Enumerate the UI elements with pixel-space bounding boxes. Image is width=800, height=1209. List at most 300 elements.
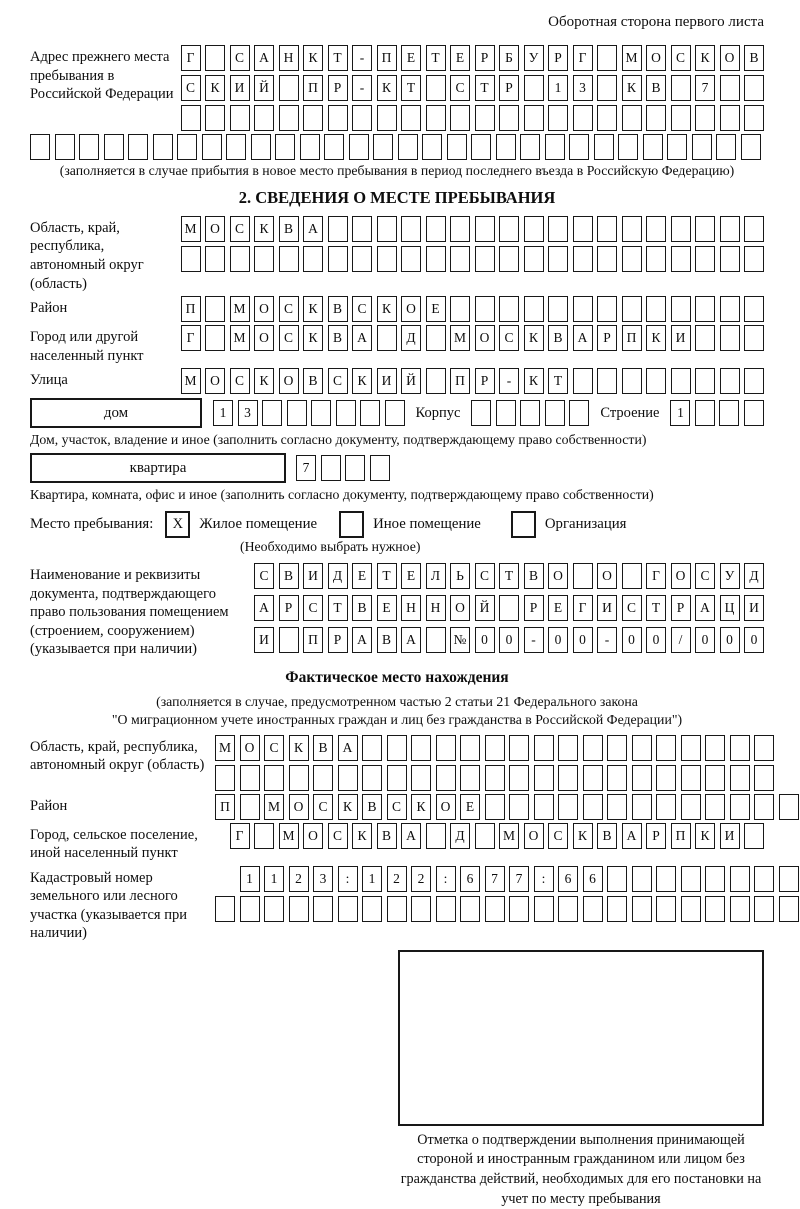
char-cell[interactable] <box>730 866 750 892</box>
char-cell[interactable] <box>583 794 603 820</box>
char-cell[interactable]: А <box>352 627 372 653</box>
char-cell[interactable] <box>632 866 652 892</box>
char-cell[interactable]: С <box>352 296 372 322</box>
char-cell[interactable] <box>499 246 519 272</box>
char-cell[interactable]: Т <box>401 75 421 101</box>
char-cell[interactable]: 7 <box>695 75 715 101</box>
char-cell[interactable]: Т <box>426 45 446 71</box>
char-cell[interactable]: Г <box>181 45 201 71</box>
char-cell[interactable]: Г <box>181 325 201 351</box>
char-cell[interactable]: Р <box>524 595 544 621</box>
confirmation-stamp-box[interactable] <box>398 950 764 1126</box>
char-cell[interactable]: О <box>254 296 274 322</box>
char-cell[interactable] <box>289 896 309 922</box>
char-cell[interactable] <box>695 400 715 426</box>
char-cell[interactable] <box>275 134 295 160</box>
char-cell[interactable] <box>279 246 299 272</box>
char-cell[interactable] <box>548 296 568 322</box>
char-cell[interactable] <box>509 896 529 922</box>
char-cell[interactable] <box>730 896 750 922</box>
char-cell[interactable] <box>607 794 627 820</box>
char-cell[interactable] <box>744 216 764 242</box>
char-cell[interactable] <box>460 735 480 761</box>
char-cell[interactable]: Т <box>548 368 568 394</box>
char-cell[interactable]: С <box>548 823 568 849</box>
char-cell[interactable] <box>362 765 382 791</box>
char-cell[interactable]: Т <box>328 45 348 71</box>
char-cell[interactable]: М <box>230 325 250 351</box>
char-cell[interactable] <box>681 765 701 791</box>
char-cell[interactable] <box>181 105 201 131</box>
char-cell[interactable] <box>324 134 344 160</box>
char-cell[interactable] <box>426 627 446 653</box>
char-cell[interactable]: В <box>279 216 299 242</box>
char-cell[interactable]: Р <box>646 823 666 849</box>
char-cell[interactable]: М <box>215 735 235 761</box>
document-row-1[interactable] <box>254 563 764 589</box>
char-cell[interactable] <box>720 75 740 101</box>
char-cell[interactable] <box>534 735 554 761</box>
char-cell[interactable]: Г <box>646 563 666 589</box>
char-cell[interactable]: С <box>279 325 299 351</box>
char-cell[interactable]: С <box>328 368 348 394</box>
char-cell[interactable] <box>744 400 764 426</box>
char-cell[interactable]: С <box>387 794 407 820</box>
char-cell[interactable] <box>632 896 652 922</box>
char-cell[interactable] <box>485 765 505 791</box>
char-cell[interactable]: А <box>401 627 421 653</box>
char-cell[interactable]: С <box>499 325 519 351</box>
char-cell[interactable]: У <box>524 45 544 71</box>
factual-region-row-2[interactable] <box>215 765 774 791</box>
char-cell[interactable] <box>720 246 740 272</box>
char-cell[interactable]: Т <box>646 595 666 621</box>
char-cell[interactable]: С <box>230 216 250 242</box>
char-cell[interactable]: В <box>328 325 348 351</box>
char-cell[interactable] <box>447 134 467 160</box>
char-cell[interactable]: Д <box>328 563 348 589</box>
char-cell[interactable]: : <box>436 866 456 892</box>
char-cell[interactable]: К <box>524 325 544 351</box>
char-cell[interactable]: П <box>377 45 397 71</box>
char-cell[interactable]: 0 <box>622 627 642 653</box>
city-row[interactable] <box>181 325 765 351</box>
char-cell[interactable] <box>716 134 736 160</box>
char-cell[interactable]: В <box>313 735 333 761</box>
char-cell[interactable]: 7 <box>296 455 316 481</box>
char-cell[interactable]: 1 <box>362 866 382 892</box>
char-cell[interactable] <box>656 896 676 922</box>
char-cell[interactable] <box>671 368 691 394</box>
char-cell[interactable] <box>622 368 642 394</box>
char-cell[interactable] <box>230 105 250 131</box>
char-cell[interactable] <box>362 896 382 922</box>
char-cell[interactable] <box>377 105 397 131</box>
char-cell[interactable] <box>373 134 393 160</box>
char-cell[interactable]: 1 <box>548 75 568 101</box>
char-cell[interactable] <box>524 296 544 322</box>
char-cell[interactable] <box>289 765 309 791</box>
char-cell[interactable]: К <box>411 794 431 820</box>
char-cell[interactable] <box>534 765 554 791</box>
char-cell[interactable] <box>264 896 284 922</box>
char-cell[interactable]: А <box>254 45 274 71</box>
char-cell[interactable] <box>202 134 222 160</box>
char-cell[interactable]: Й <box>475 595 495 621</box>
cadastre-row-1[interactable] <box>240 866 799 892</box>
char-cell[interactable] <box>153 134 173 160</box>
char-cell[interactable] <box>671 105 691 131</box>
char-cell[interactable] <box>401 105 421 131</box>
char-cell[interactable] <box>643 134 663 160</box>
char-cell[interactable]: Е <box>377 595 397 621</box>
char-cell[interactable] <box>597 216 617 242</box>
char-cell[interactable] <box>597 105 617 131</box>
char-cell[interactable] <box>597 246 617 272</box>
char-cell[interactable]: - <box>352 45 372 71</box>
char-cell[interactable] <box>262 400 282 426</box>
char-cell[interactable] <box>181 246 201 272</box>
char-cell[interactable]: 0 <box>720 627 740 653</box>
char-cell[interactable] <box>573 296 593 322</box>
char-cell[interactable] <box>695 296 715 322</box>
char-cell[interactable] <box>426 216 446 242</box>
char-cell[interactable] <box>352 216 372 242</box>
region-row-1[interactable] <box>181 216 765 242</box>
char-cell[interactable] <box>422 134 442 160</box>
char-cell[interactable] <box>695 368 715 394</box>
char-cell[interactable] <box>545 400 565 426</box>
char-cell[interactable]: А <box>338 735 358 761</box>
char-cell[interactable] <box>558 735 578 761</box>
char-cell[interactable] <box>646 216 666 242</box>
stroenie-cells[interactable] <box>670 400 764 426</box>
char-cell[interactable]: В <box>352 595 372 621</box>
char-cell[interactable]: - <box>499 368 519 394</box>
char-cell[interactable] <box>681 794 701 820</box>
char-cell[interactable] <box>754 794 774 820</box>
char-cell[interactable]: : <box>338 866 358 892</box>
char-cell[interactable]: Р <box>597 325 617 351</box>
char-cell[interactable]: С <box>313 794 333 820</box>
char-cell[interactable] <box>744 325 764 351</box>
char-cell[interactable]: К <box>254 368 274 394</box>
char-cell[interactable] <box>426 105 446 131</box>
char-cell[interactable] <box>597 45 617 71</box>
char-cell[interactable] <box>426 325 446 351</box>
char-cell[interactable] <box>387 765 407 791</box>
char-cell[interactable]: О <box>475 325 495 351</box>
char-cell[interactable] <box>30 134 50 160</box>
char-cell[interactable] <box>695 246 715 272</box>
char-cell[interactable]: 0 <box>499 627 519 653</box>
char-cell[interactable]: Д <box>401 325 421 351</box>
char-cell[interactable] <box>328 246 348 272</box>
char-cell[interactable] <box>744 246 764 272</box>
char-cell[interactable]: Е <box>450 45 470 71</box>
char-cell[interactable] <box>377 216 397 242</box>
char-cell[interactable] <box>401 246 421 272</box>
char-cell[interactable]: Е <box>401 45 421 71</box>
char-cell[interactable]: О <box>289 794 309 820</box>
char-cell[interactable] <box>450 216 470 242</box>
char-cell[interactable] <box>754 896 774 922</box>
char-cell[interactable] <box>370 455 390 481</box>
char-cell[interactable]: М <box>264 794 284 820</box>
char-cell[interactable] <box>681 866 701 892</box>
char-cell[interactable]: К <box>695 823 715 849</box>
char-cell[interactable] <box>303 246 323 272</box>
char-cell[interactable] <box>313 765 333 791</box>
char-cell[interactable] <box>730 794 750 820</box>
char-cell[interactable] <box>695 216 715 242</box>
char-cell[interactable] <box>496 400 516 426</box>
char-cell[interactable] <box>128 134 148 160</box>
char-cell[interactable]: А <box>352 325 372 351</box>
char-cell[interactable] <box>656 794 676 820</box>
char-cell[interactable] <box>450 296 470 322</box>
char-cell[interactable] <box>352 105 372 131</box>
char-cell[interactable] <box>450 246 470 272</box>
char-cell[interactable] <box>671 246 691 272</box>
char-cell[interactable] <box>279 75 299 101</box>
char-cell[interactable] <box>607 896 627 922</box>
char-cell[interactable]: И <box>377 368 397 394</box>
char-cell[interactable] <box>573 563 593 589</box>
char-cell[interactable]: М <box>230 296 250 322</box>
char-cell[interactable] <box>594 134 614 160</box>
char-cell[interactable] <box>667 134 687 160</box>
char-cell[interactable]: У <box>720 563 740 589</box>
char-cell[interactable] <box>254 823 274 849</box>
char-cell[interactable] <box>573 368 593 394</box>
char-cell[interactable]: С <box>303 595 323 621</box>
char-cell[interactable]: И <box>597 595 617 621</box>
char-cell[interactable]: 3 <box>573 75 593 101</box>
char-cell[interactable]: Р <box>499 75 519 101</box>
char-cell[interactable]: В <box>328 296 348 322</box>
char-cell[interactable] <box>520 134 540 160</box>
char-cell[interactable]: Й <box>401 368 421 394</box>
char-cell[interactable] <box>79 134 99 160</box>
char-cell[interactable]: С <box>671 45 691 71</box>
char-cell[interactable]: М <box>181 368 201 394</box>
char-cell[interactable]: К <box>622 75 642 101</box>
char-cell[interactable]: 1 <box>670 400 690 426</box>
char-cell[interactable]: В <box>377 627 397 653</box>
char-cell[interactable] <box>240 765 260 791</box>
stay-type-checkbox-residential[interactable]: X <box>165 511 190 538</box>
char-cell[interactable] <box>583 735 603 761</box>
char-cell[interactable]: Р <box>548 45 568 71</box>
char-cell[interactable]: 0 <box>573 627 593 653</box>
district-row[interactable] <box>181 296 765 322</box>
char-cell[interactable]: К <box>695 45 715 71</box>
char-cell[interactable] <box>509 794 529 820</box>
char-cell[interactable] <box>695 325 715 351</box>
char-cell[interactable] <box>569 400 589 426</box>
char-cell[interactable]: 6 <box>583 866 603 892</box>
char-cell[interactable] <box>336 400 356 426</box>
char-cell[interactable]: 7 <box>509 866 529 892</box>
char-cell[interactable]: А <box>401 823 421 849</box>
char-cell[interactable] <box>656 866 676 892</box>
char-cell[interactable]: О <box>671 563 691 589</box>
factual-region-row-1[interactable] <box>215 735 774 761</box>
char-cell[interactable] <box>744 368 764 394</box>
char-cell[interactable]: А <box>695 595 715 621</box>
char-cell[interactable] <box>55 134 75 160</box>
char-cell[interactable]: 0 <box>475 627 495 653</box>
char-cell[interactable] <box>436 896 456 922</box>
char-cell[interactable] <box>558 765 578 791</box>
char-cell[interactable]: 1 <box>240 866 260 892</box>
char-cell[interactable] <box>671 75 691 101</box>
char-cell[interactable]: 6 <box>460 866 480 892</box>
char-cell[interactable] <box>387 735 407 761</box>
char-cell[interactable] <box>656 735 676 761</box>
char-cell[interactable] <box>460 896 480 922</box>
char-cell[interactable]: Л <box>426 563 446 589</box>
char-cell[interactable] <box>499 105 519 131</box>
char-cell[interactable]: А <box>303 216 323 242</box>
char-cell[interactable] <box>545 134 565 160</box>
char-cell[interactable] <box>436 735 456 761</box>
char-cell[interactable]: 0 <box>548 627 568 653</box>
char-cell[interactable] <box>279 105 299 131</box>
char-cell[interactable]: Ь <box>450 563 470 589</box>
char-cell[interactable] <box>705 735 725 761</box>
char-cell[interactable] <box>205 325 225 351</box>
char-cell[interactable]: О <box>303 823 323 849</box>
char-cell[interactable]: К <box>303 45 323 71</box>
char-cell[interactable] <box>558 896 578 922</box>
char-cell[interactable]: К <box>338 794 358 820</box>
char-cell[interactable] <box>632 765 652 791</box>
char-cell[interactable] <box>622 296 642 322</box>
char-cell[interactable] <box>509 765 529 791</box>
char-cell[interactable]: О <box>524 823 544 849</box>
char-cell[interactable] <box>215 765 235 791</box>
char-cell[interactable] <box>509 735 529 761</box>
char-cell[interactable] <box>744 823 764 849</box>
char-cell[interactable] <box>485 794 505 820</box>
char-cell[interactable] <box>548 105 568 131</box>
char-cell[interactable] <box>377 325 397 351</box>
char-cell[interactable]: Н <box>426 595 446 621</box>
char-cell[interactable] <box>646 246 666 272</box>
region-row-2[interactable] <box>181 246 765 272</box>
char-cell[interactable]: О <box>401 296 421 322</box>
char-cell[interactable]: Т <box>499 563 519 589</box>
char-cell[interactable]: Б <box>499 45 519 71</box>
char-cell[interactable]: П <box>450 368 470 394</box>
char-cell[interactable]: О <box>240 735 260 761</box>
char-cell[interactable]: М <box>450 325 470 351</box>
char-cell[interactable]: А <box>622 823 642 849</box>
char-cell[interactable] <box>754 735 774 761</box>
char-cell[interactable]: С <box>450 75 470 101</box>
char-cell[interactable] <box>499 296 519 322</box>
char-cell[interactable]: П <box>622 325 642 351</box>
char-cell[interactable]: И <box>254 627 274 653</box>
char-cell[interactable] <box>362 735 382 761</box>
char-cell[interactable]: / <box>671 627 691 653</box>
char-cell[interactable] <box>622 563 642 589</box>
char-cell[interactable] <box>499 216 519 242</box>
char-cell[interactable] <box>471 134 491 160</box>
char-cell[interactable]: И <box>230 75 250 101</box>
char-cell[interactable]: М <box>181 216 201 242</box>
char-cell[interactable]: О <box>254 325 274 351</box>
char-cell[interactable]: Р <box>279 595 299 621</box>
char-cell[interactable]: 1 <box>264 866 284 892</box>
char-cell[interactable]: С <box>181 75 201 101</box>
char-cell[interactable] <box>321 455 341 481</box>
char-cell[interactable] <box>345 455 365 481</box>
char-cell[interactable]: Г <box>573 45 593 71</box>
char-cell[interactable] <box>607 735 627 761</box>
char-cell[interactable] <box>460 765 480 791</box>
char-cell[interactable] <box>632 794 652 820</box>
cadastre-row-2[interactable] <box>215 896 799 922</box>
korpus-cells[interactable] <box>471 400 589 426</box>
char-cell[interactable]: Р <box>475 368 495 394</box>
char-cell[interactable]: В <box>548 325 568 351</box>
char-cell[interactable] <box>607 765 627 791</box>
stay-type-checkbox-other[interactable] <box>339 511 364 538</box>
char-cell[interactable]: К <box>289 735 309 761</box>
char-cell[interactable] <box>230 246 250 272</box>
char-cell[interactable]: В <box>646 75 666 101</box>
char-cell[interactable]: К <box>254 216 274 242</box>
char-cell[interactable]: П <box>303 75 323 101</box>
char-cell[interactable] <box>520 400 540 426</box>
char-cell[interactable] <box>401 216 421 242</box>
char-cell[interactable] <box>692 134 712 160</box>
char-cell[interactable] <box>328 105 348 131</box>
char-cell[interactable] <box>426 823 446 849</box>
document-row-3[interactable] <box>254 627 764 653</box>
char-cell[interactable] <box>499 595 519 621</box>
char-cell[interactable]: 0 <box>646 627 666 653</box>
char-cell[interactable]: К <box>646 325 666 351</box>
char-cell[interactable] <box>385 400 405 426</box>
char-cell[interactable] <box>632 735 652 761</box>
document-row-2[interactable] <box>254 595 764 621</box>
char-cell[interactable]: Т <box>377 563 397 589</box>
char-cell[interactable]: Р <box>475 45 495 71</box>
char-cell[interactable]: О <box>720 45 740 71</box>
char-cell[interactable] <box>705 794 725 820</box>
char-cell[interactable] <box>205 296 225 322</box>
char-cell[interactable]: О <box>436 794 456 820</box>
char-cell[interactable] <box>681 896 701 922</box>
char-cell[interactable]: Р <box>671 595 691 621</box>
char-cell[interactable]: И <box>303 563 323 589</box>
char-cell[interactable]: К <box>352 823 372 849</box>
house-number-cells[interactable] <box>213 400 405 426</box>
char-cell[interactable] <box>573 105 593 131</box>
char-cell[interactable] <box>398 134 418 160</box>
char-cell[interactable]: Т <box>475 75 495 101</box>
char-cell[interactable]: П <box>215 794 235 820</box>
char-cell[interactable] <box>300 134 320 160</box>
char-cell[interactable]: О <box>597 563 617 589</box>
char-cell[interactable] <box>475 105 495 131</box>
char-cell[interactable]: 2 <box>289 866 309 892</box>
char-cell[interactable]: П <box>181 296 201 322</box>
